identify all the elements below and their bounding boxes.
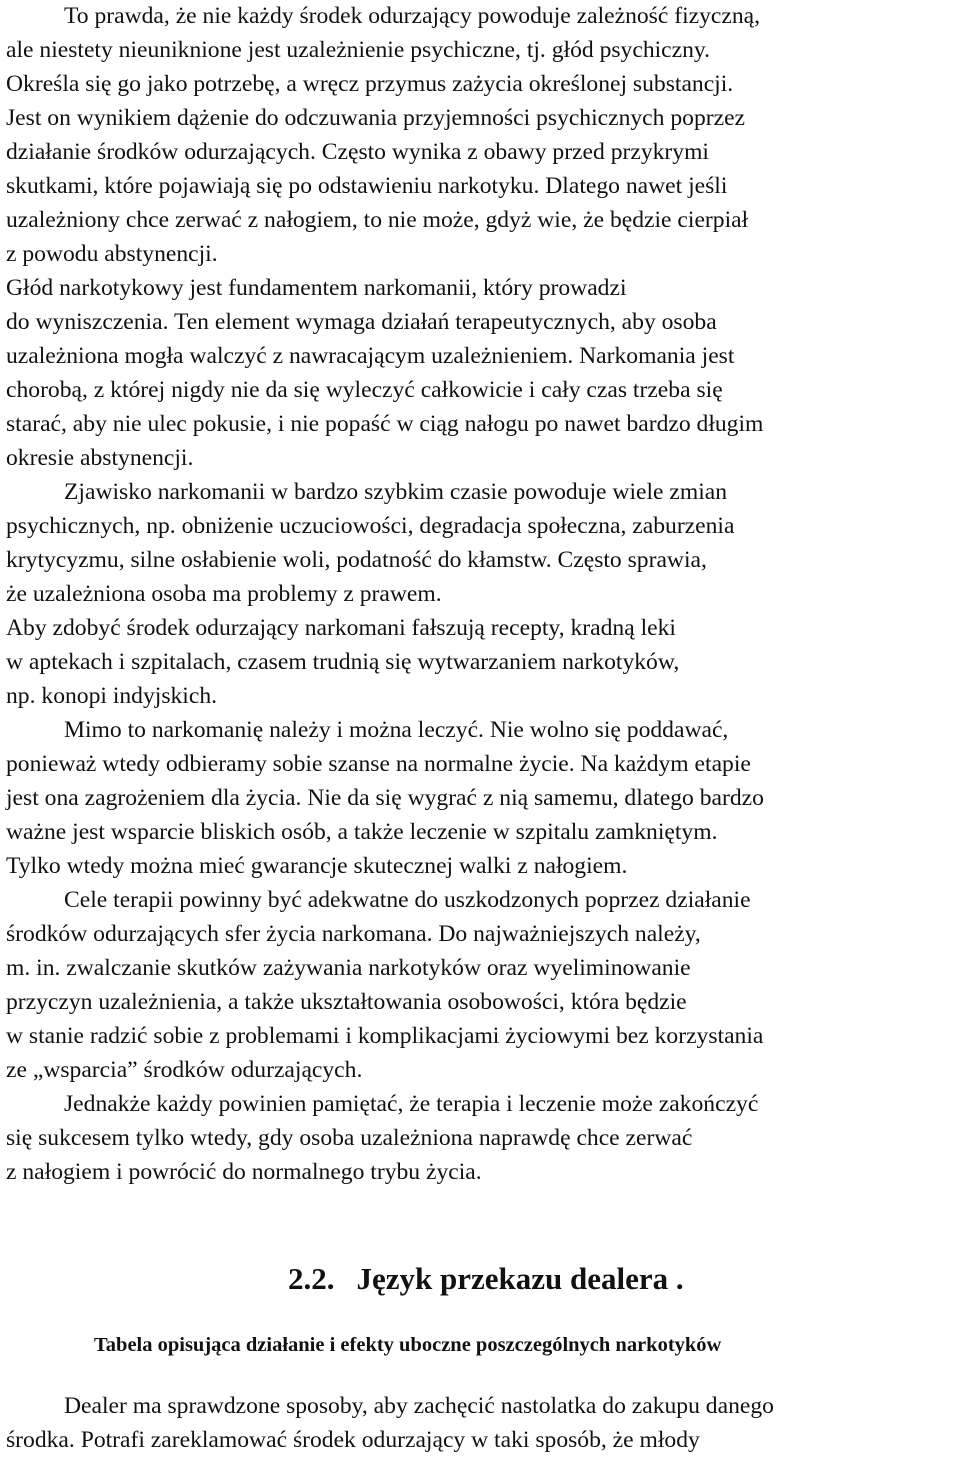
text-line: że uzależniona osoba ma problemy z prawem.: [6, 581, 442, 607]
text-line: chorobą, z której nigdy nie da się wyleczyć całkowicie i cały czas trzeba się: [6, 377, 723, 403]
text-line: psychicznych, np. obniżenie uczuciowości, degradacja społeczna, zaburzenia: [6, 513, 735, 539]
section-number: 2.2.: [288, 1261, 335, 1296]
text-line: w aptekach i szpitalach, czasem trudnią się wytwarzaniem narkotyków,: [6, 649, 680, 675]
text-line: ważne jest wsparcie bliskich osób, a także leczenie w szpitalu zamkniętym.: [6, 819, 718, 845]
text-line: ze „wsparcia” środków odurzających.: [6, 1057, 363, 1083]
text-line: Jest on wynikiem dążenie do odczuwania przyjemności psychicznych poprzez: [6, 105, 746, 131]
text-line: do wyniszczenia. Ten element wymaga działań terapeutycznych, aby osoba: [6, 309, 717, 335]
text-line: Mimo to narkomanię należy i można leczyć. Nie wolno się poddawać,: [64, 717, 729, 743]
text-line: Głód narkotykowy jest fundamentem narkomanii, który prowadzi: [6, 275, 627, 301]
text-line: Jednakże każdy powinien pamiętać, że terapia i leczenie może zakończyć: [64, 1091, 759, 1117]
text-line: się sukcesem tylko wtedy, gdy osoba uzależniona naprawdę chce zerwać: [6, 1125, 693, 1151]
text-line: w stanie radzić sobie z problemami i komplikacjami życiowymi bez korzystania: [6, 1023, 764, 1049]
text-line: środka. Potrafi zareklamować środek odurzający w taki sposób, że młody: [6, 1427, 700, 1453]
text-line: skutkami, które pojawiają się po odstawieniu narkotyku. Dlatego nawet jeśli: [6, 173, 728, 199]
text-line: To prawda, że nie każdy środek odurzający powoduje zależność fizyczną,: [64, 3, 761, 29]
text-line: uzależniony chce zerwać z nałogiem, to nie może, gdyż wie, że będzie cierpiał: [6, 207, 749, 233]
text-line: m. in. zwalczanie skutków zażywania narkotyków oraz wyeliminowanie: [6, 955, 691, 981]
text-line: ponieważ wtedy odbieramy sobie szanse na normalne życie. Na każdym etapie: [6, 751, 751, 777]
text-line: ale niestety nieuniknione jest uzależnienie psychiczne, tj. głód psychiczny.: [6, 37, 711, 63]
section-heading: [288, 1259, 684, 1299]
text-line: krytycyzmu, silne osłabienie woli, podatność do kłamstw. Często sprawia,: [6, 547, 707, 573]
text-line: uzależniona mogła walczyć z nawracającym uzależnieniem. Narkomania jest: [6, 343, 735, 369]
text-line: z powodu abstynencji.: [6, 241, 218, 267]
text-line: Określa się go jako potrzebę, a wręcz przymus zażycia określonej substancji.: [6, 71, 734, 97]
text-line: Zjawisko narkomanii w bardzo szybkim czasie powoduje wiele zmian: [64, 479, 728, 505]
text-line: np. konopi indyjskich.: [6, 683, 218, 709]
text-line: Aby zdobyć środek odurzający narkomani fałszują recepty, kradną leki: [6, 615, 676, 641]
text-line: okresie abstynencji.: [6, 445, 194, 471]
text-line: środków odurzających sfer życia narkomana. Do najważniejszych należy,: [6, 921, 701, 947]
text-line: starać, aby nie ulec pokusie, i nie popaść w ciąg nałogu po nawet bardzo długim: [6, 411, 764, 437]
text-line: Dealer ma sprawdzone sposoby, aby zachęcić nastolatka do zakupu danego: [64, 1393, 774, 1419]
text-line: przyczyn uzależnienia, a także ukształtowania osobowości, która będzie: [6, 989, 687, 1015]
text-line: z nałogiem i powrócić do normalnego trybu życia.: [6, 1159, 482, 1185]
table-caption: Tabela opisująca działanie i efekty uboczne poszczególnych narkotyków: [94, 1334, 722, 1356]
text-line: Tylko wtedy można mieć gwarancje skutecznej walki z nałogiem.: [6, 853, 628, 879]
text-line: działanie środków odurzających. Często wynika z obawy przed przykrymi: [6, 139, 709, 165]
text-line: Cele terapii powinny być adekwatne do uszkodzonych poprzez działanie: [64, 887, 751, 913]
text-line: jest ona zagrożeniem dla życia. Nie da się wygrać z nią samemu, dlatego bardzo: [6, 785, 764, 811]
section-title: Język przekazu dealera .: [356, 1261, 684, 1296]
